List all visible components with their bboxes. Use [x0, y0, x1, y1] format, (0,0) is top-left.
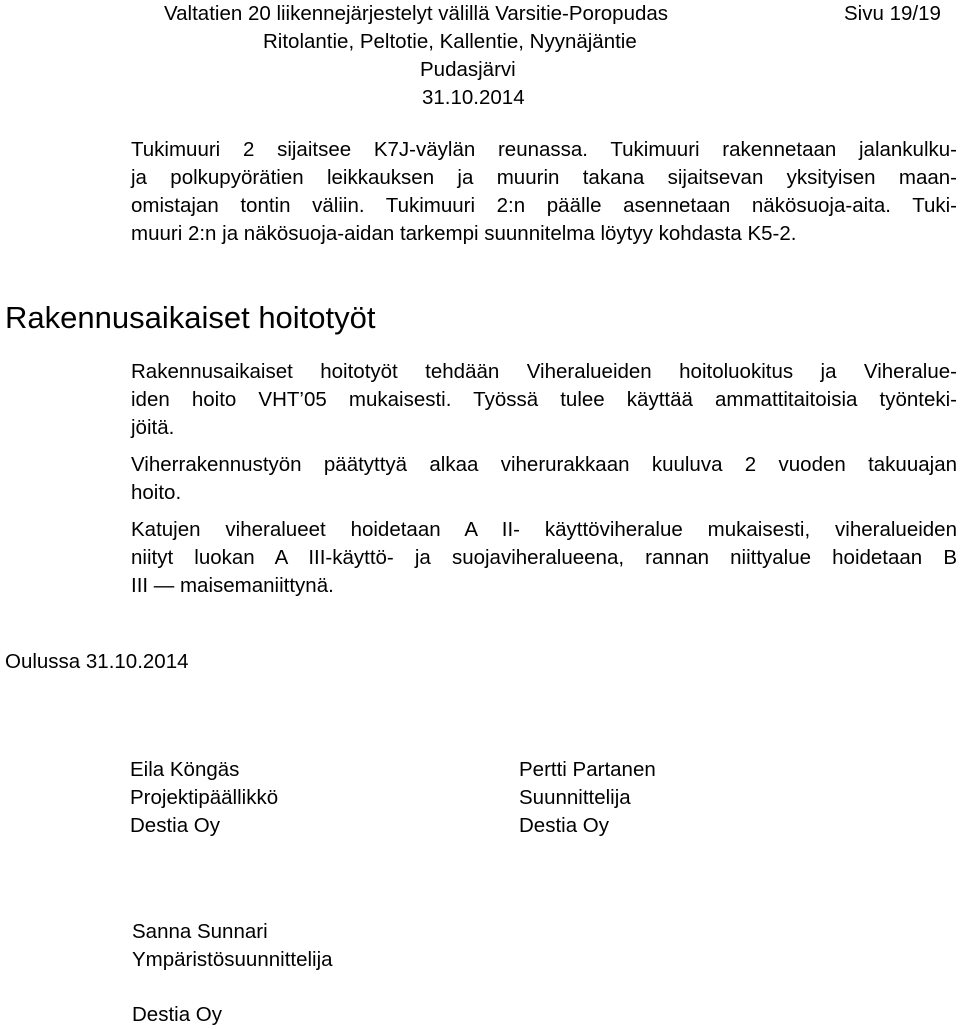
paragraph-line: niityt luokan A III-käyttö- ja suojaviheralueena, rannan niittyalue hoidetaan B	[131, 546, 957, 569]
section-paragraph-1	[131, 358, 957, 442]
document-date: 31.10.2014	[422, 86, 525, 109]
document-title-line: Valtatien 20 liikennejärjestelyt välillä Varsitie-Poropudas	[164, 2, 669, 25]
signatory-company: Destia Oy	[519, 814, 609, 837]
page-number: Sivu 19/19	[844, 2, 941, 25]
intro-line: omistajan tontin väliin. Tukimuuri 2:n päälle asennetaan näkösuoja-aita. Tuki-	[131, 194, 957, 217]
closing-place-date: Oulussa 31.10.2014	[5, 650, 189, 673]
paragraph-line: Rakennusaikaiset hoitotyöt tehdään Viheralueiden hoitoluokitus ja Viheralue-	[131, 360, 957, 383]
signatory-name: Sanna Sunnari	[132, 920, 268, 943]
signatory-company: Destia Oy	[130, 814, 220, 837]
signatory-role: Suunnittelija	[519, 786, 631, 809]
intro-line: ja polkupyörätien leikkauksen ja muurin takana sijaitsevan yksityisen maan-	[131, 166, 957, 189]
section-paragraph-2	[131, 451, 957, 507]
paragraph-line: hoito.	[131, 481, 182, 504]
section-heading: Rakennusaikaiset hoitotyöt	[5, 300, 376, 335]
intro-line: muuri 2:n ja näkösuoja-aidan tarkempi suunnitelma löytyy kohdasta K5-2.	[131, 222, 797, 245]
document-place: Pudasjärvi	[420, 58, 516, 81]
intro-line: Tukimuuri 2 sijaitsee K7J-väylän reunassa. Tukimuuri rakennetaan jalankulku-	[131, 138, 957, 161]
section-paragraph-3	[131, 516, 957, 600]
signatory-name: Pertti Partanen	[519, 758, 656, 781]
signatory-company: Destia Oy	[132, 1003, 222, 1026]
signatory-role: Ympäristösuunnittelija	[132, 948, 333, 971]
intro-paragraph	[131, 136, 957, 248]
paragraph-line: Katujen viheralueet hoidetaan A II- käyttöviheralue mukaisesti, viheralueiden	[131, 518, 957, 541]
paragraph-line: III — maisemaniittynä.	[131, 574, 334, 597]
signatory-name: Eila Köngäs	[130, 758, 240, 781]
paragraph-line: jöitä.	[131, 416, 175, 439]
paragraph-line: iden hoito VHT’05 mukaisesti. Työssä tulee käyttää ammattitaitoisia työnteki-	[131, 388, 957, 411]
paragraph-line: Viherrakennustyön päätyttyä alkaa viherurakkaan kuuluva 2 vuoden takuuajan	[131, 453, 957, 476]
document-subtitle-line: Ritolantie, Peltotie, Kallentie, Nyynäjäntie	[263, 30, 637, 53]
signatory-role: Projektipäällikkö	[130, 786, 279, 809]
